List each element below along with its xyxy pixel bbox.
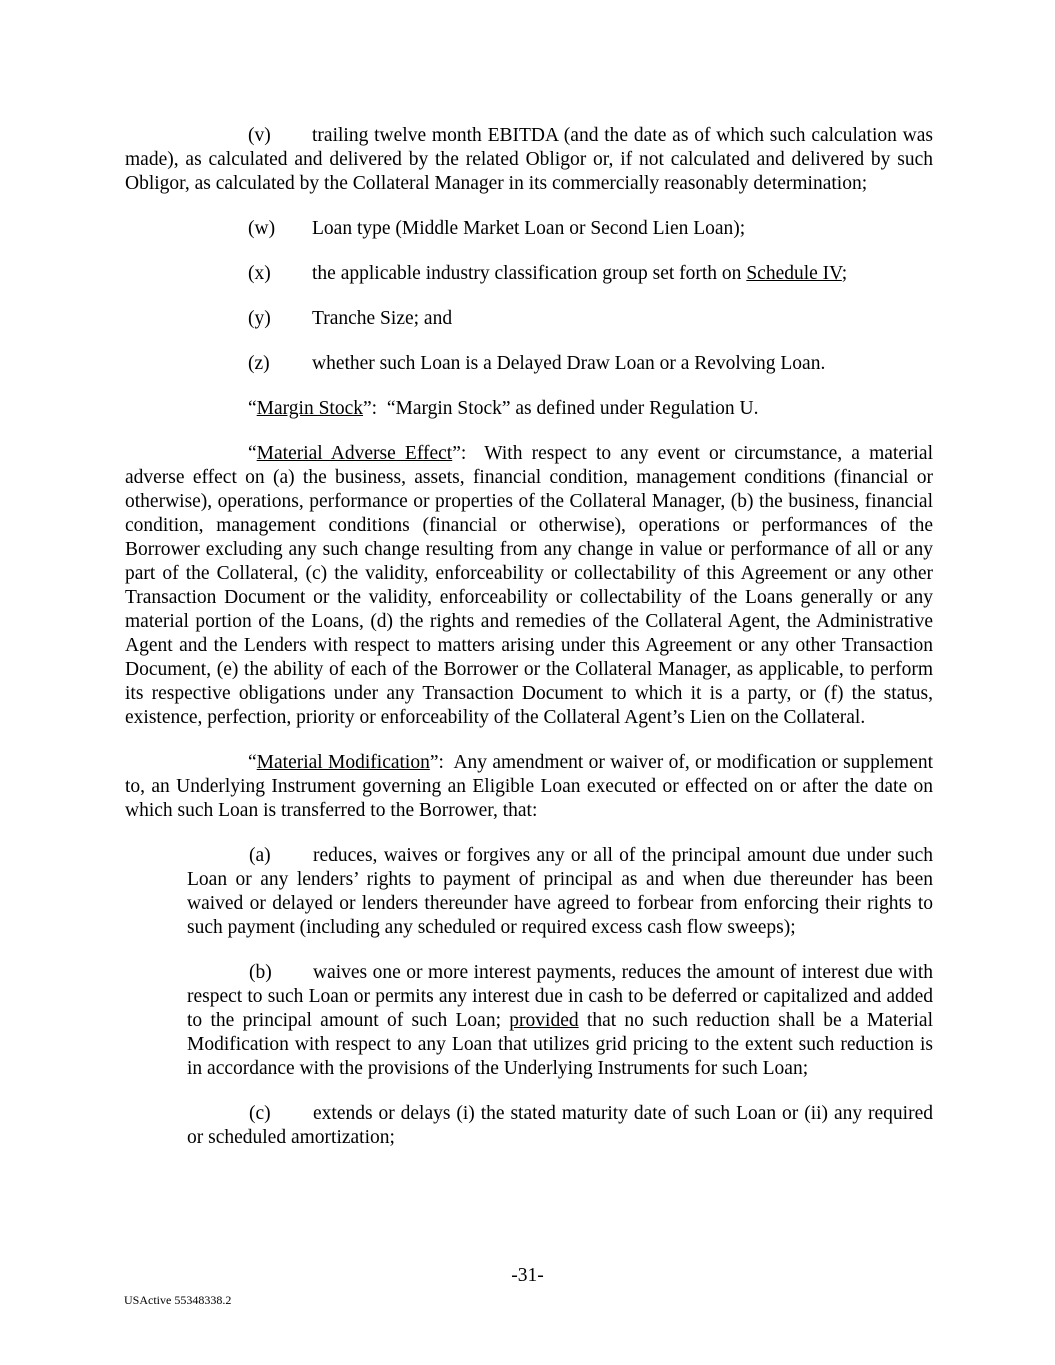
sub-item-a [187,844,933,940]
item-text: Tranche Size; and [312,308,453,329]
item-marker: (a) [249,845,271,866]
defined-term: Material Modification [256,752,430,773]
item-marker: (w) [248,218,276,239]
item-w [248,217,933,241]
item-text: whether such Loan is a Delayed Draw Loan or a Revolving Loan. [312,353,826,374]
item-text: waives one or more interest payments, reduces the amount of interest due with respect to such Loan or permits any interest due in cash to be deferred or capitalized and added to the principal amount of such Loan; [187,962,933,1031]
item-y [248,307,933,331]
item-text: Loan type (Middle Market Loan or Second Lien Loan); [312,218,746,239]
item-x: (x) the applicable industry classification group set forth on Schedule IV; [248,263,848,284]
definition-body: Any amendment or waiver of, or modification or supplement to, an Underlying Instrument governing an Eligible Loan executed or effected on or after the date on which such Loan is transferred to the Borrower, that: [125,752,938,821]
sub-item-b: (b) waives one or more interest payments, reduces the amount of interest due with respect to such Loan or permits any interest due in cash to be deferred or capitalized and added to the principal amount of such Loan; provided that no such reduction shall be a Material Modification with respect to any Loan that utilizes grid pricing to the extent such reduction is in accordance with the provisions of the Underlying Instruments for such Loan; [187,962,933,1079]
definition-margin-stock: “Margin Stock”: “Margin Stock” as defined under Regulation U. [248,398,759,419]
item-text: reduces, waives or forgives any or all of the principal amount due under such Loan or any lenders’ rights to payment of principal as and when due thereunder has been waived or delayed or lenders thereunder have agreed to forbear from enforcing their rights to such payment (including any scheduled or required excess cash flow sweeps); [187,845,933,938]
item-marker: (b) [249,962,272,983]
definition-material-modification: “Material Modification”: Any amendment or waiver of, or modification or supplement to, an Underlying Instrument governing an Eligible Loan executed or effected on or after the date on which such Loan is transferred to the Borrower, that: [125,752,938,821]
defined-term: Margin Stock [256,398,364,419]
item-marker: (y) [248,308,271,329]
item-text: trailing twelve month EBITDA (and the date as of which such calculation was made), as calculated and delivered by the related Obligor or, if not calculated and delivered by such Obligor, as calculated by the Collateral Manager in its commercially reasonably determination; [125,125,933,194]
provided-term: provided [509,1010,579,1031]
document-body [125,124,938,1150]
sub-item-c [187,1102,933,1150]
item-text: extends or delays (i) the stated maturity date of such Loan or (ii) any required or scheduled amortization; [187,1103,933,1148]
item-text: the applicable industry classification group set forth on [312,263,747,284]
document-id-footer: USActive 55348338.2 [124,1293,232,1307]
item-z [248,352,933,376]
item-v [125,124,933,196]
item-marker: (c) [249,1103,271,1124]
item-marker: (z) [248,353,270,374]
defined-term: Material Adverse Effect [256,443,453,464]
definition-material-adverse-effect: “Material Adverse Effect”: With respect to any event or circumstance, a material adverse effect on (a) the business, assets, financial condition, management conditions (financial or otherwise), operations, performance or properties of the Collateral Manager, (b) the business, financial condition, management conditions (financial or otherwise), operations or performances of the Borrower excluding any such change resulting from any change in value or performance of all or any part of the Collateral, (c) the validity, enforceability or collectability of this Agreement or any other Transaction Document or the validity, enforceability or collectability of the Loans generally or any material portion of the Loans, (d) the rights and remedies of the Collateral Agent, the Administrative Agent and the Lenders with respect to matters arising under this Agreement or any other Transaction Document, (e) the ability of each of the Borrower or the Collateral Manager, as applicable, to perform its respective obligations under any Transaction Document to which it is a party, or (f) the status, existence, perfection, priority or enforceability of the Collateral Agent’s Lien on the Collateral. [125,443,938,728]
page-number: -31- [511,1265,544,1286]
definition-body: “Margin Stock” as defined under Regulation U. [377,398,759,419]
schedule-iv-reference: Schedule IV [746,263,842,284]
definition-body: With respect to any event or circumstance, a material adverse effect on (a) the business, assets, financial condition, management conditions (financial or otherwise), operations, performance or properties of the Collateral Manager, (b) the business, financial condition, management conditions (financial or otherwise), operations or performances of the Borrower excluding any such change resulting from any change in value or performance of all or any part of the Collateral, (c) the validity, enforceability or collectability of this Agreement or any other Transaction Document or the validity, enforceability or collectability of the Loans generally or any material portion of the Loans, (d) the rights and remedies of the Collateral Agent, the Administrative Agent and the Lenders with respect to matters arising under this Agreement or any other Transaction Document, (e) the ability of each of the Borrower or the Collateral Manager, as applicable, to perform its respective obligations under any Transaction Document to which it is a party, or (f) the status, existence, perfection, priority or enforceability of the Collateral Agent’s Lien on the Collateral. [125,443,938,728]
item-marker: (v) [248,125,271,146]
item-marker: (x) [248,263,271,284]
